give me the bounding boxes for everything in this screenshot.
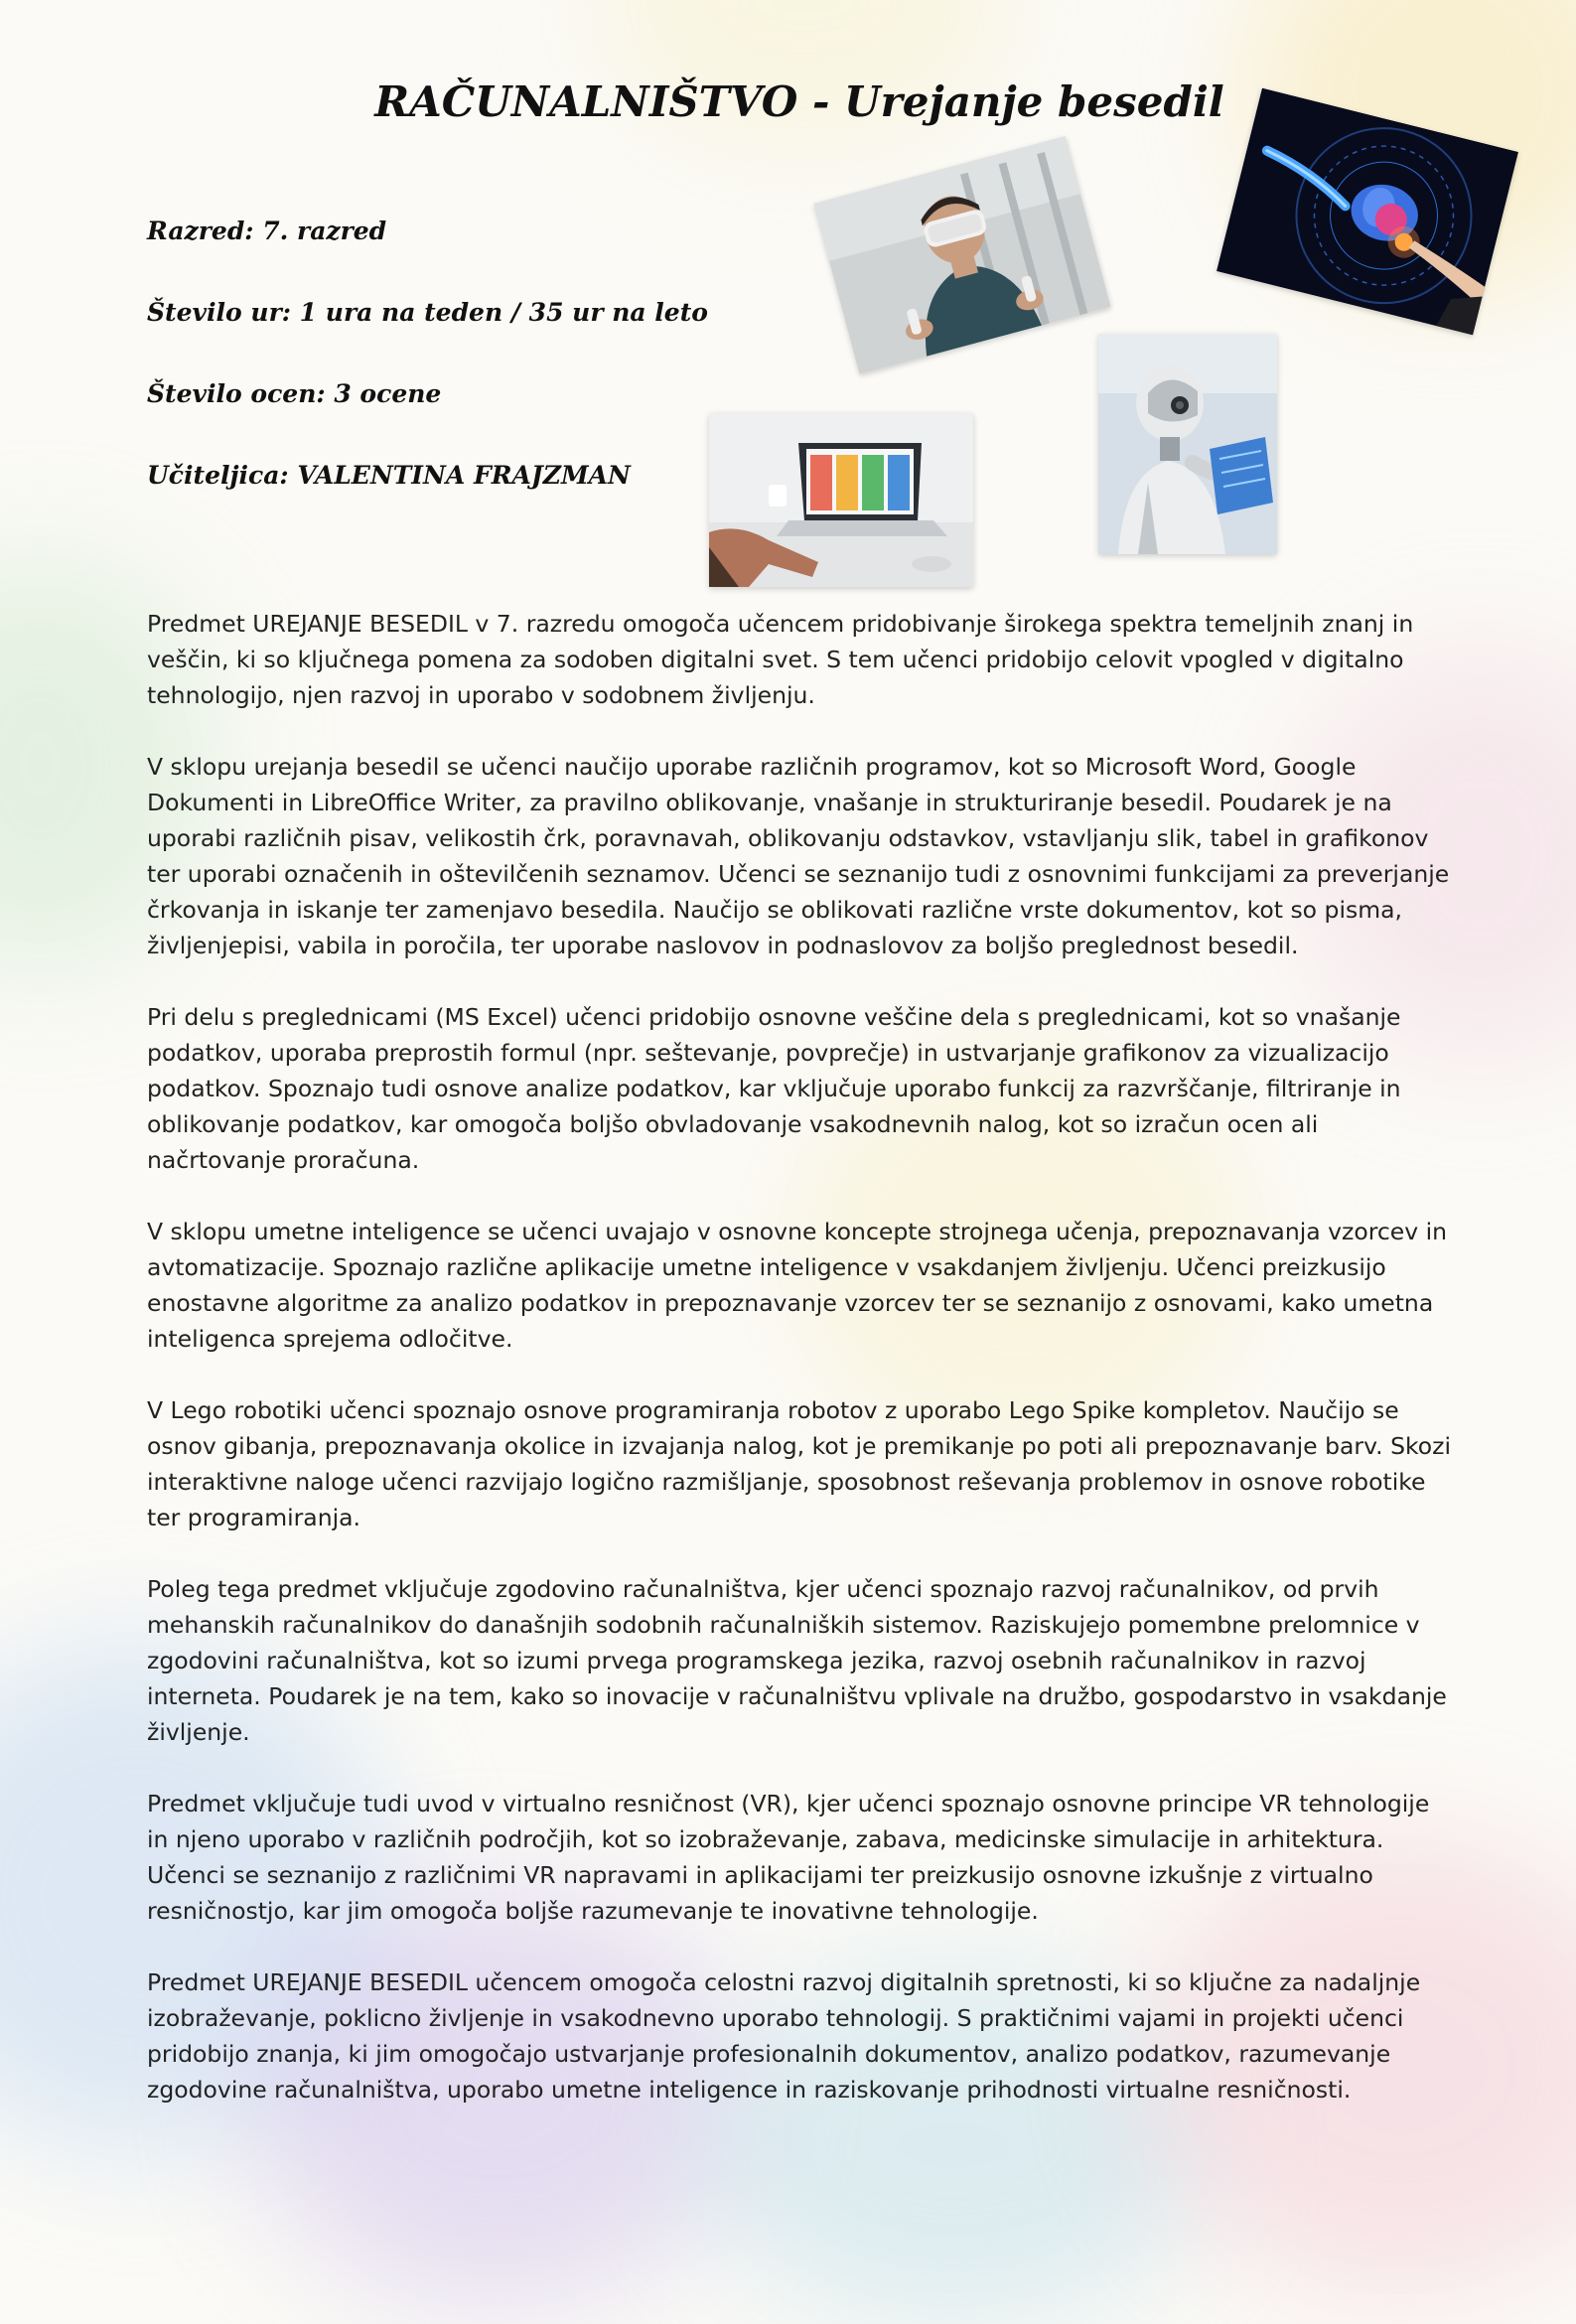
paragraph-artificial-intelligence: V sklopu umetne inteligence se učenci uvajajo v osnovne koncepte strojnega učenja, prepoznavanja vzorcev in avtomatizacije. Spoznajo različne aplikacije umetne inteligence v vsakdanjem življenju. Učenci preizkusijo enostavne algoritme za analizo podatkov in prepoznavanje vzorcev ter se seznanijo z osnovami, kako umetna inteligenca sprejema odločitve. (147, 1218, 1448, 1353)
paragraph-virtual-reality: Predmet vključuje tudi uvod v virtualno resničnost (VR), kjer učenci spoznajo osnovne principe VR tehnologije in njeno uporabo v različnih področjih, kot so izobraževanje, zabava, medicinske simulacije in arhitektura. Učenci se seznanijo z različnimi VR napravami in aplikacijami ter preizkusijo osnovne izkušnje z virtualno resničnostjo, kar jim omogoča boljše razumevanje te inovativne tehnologije. (147, 1790, 1430, 1925)
grade-label: Razred: 7. razred (147, 217, 387, 245)
paragraph-conclusion: Predmet UREJANJE BESEDIL učencem omogoča celostni razvoj digitalnih spretnosti, ki so ključne za nadaljnje izobraževanje, poklicno življenje in vsakodnevno uporabo tehnologij. S praktičnimi vajami in projekti učenci pridobijo znanja, ki jim omogočajo ustvarjanje profesionalnih dokumentov, analizo podatkov, razumevanje zgodovine računalništva, uporabo umetne inteligence in raziskovanje prihodnosti virtualne resničnosti. (147, 1968, 1421, 2104)
paragraph-computing-history: Poleg tega predmet vključuje zgodovino računalništva, kjer učenci spoznajo razvoj računalnikov, od prvih mehanskih računalnikov do današnjih sodobnih računalniških sistemov. Raziskujejo pomembne prelomnice v zgodovini računalništva, kot so izumi prvega programskega jezika, razvoj osebnih računalnikov in razvoj interneta. Poudarek je na tem, kako so inovacije v računalništvu vplivale na družbo, gospodarstvo in vsakdanje življenje. (147, 1575, 1447, 1746)
hours-label: Število ur: 1 ura na teden / 35 ur na leto (147, 298, 708, 327)
paragraph-word-processing: V sklopu urejanja besedil se učenci naučijo uporabe različnih programov, kot so Microsoft Word, Google Dokumenti in LibreOffice Writer, za pravilno oblikovanje, vnašanje in strukturiranje besedil. Poudarek je na uporabi različnih pisav, velikostih črk, poravnavah, oblikovanju odstavkov, vstavljanju slik, tabel in grafikonov ter uporabi označenih in oštevilčenih seznamov. Učenci se seznanijo tudi z osnovnimi funkcijami za preverjanje črkovanja in iskanje ter zamenjavo besedila. Naučijo se oblikovati različne vrste dokumentov, kot so pisma, življenjepisi, vabila in poročila, ter uporabe naslovov in podnaslovov za boljšo preglednost besedil. (147, 753, 1450, 959)
laptop-photo (709, 413, 973, 587)
body-text (147, 606, 1458, 2143)
paragraph-lego-robotics: V Lego robotiki učenci spoznajo osnove programiranja robotov z uporabo Lego Spike kompletov. Naučijo se osnov gibanja, prepoznavanja okolice in izvajanja nalog, kot je premikanje po poti ali prepoznavanje barv. Skozi interaktivne naloge učenci razvijajo logično razmišljanje, sposobnost reševanja problemov in osnove robotike ter programiranja. (147, 1396, 1452, 1531)
paragraph-spreadsheets: Pri delu s preglednicami (MS Excel) učenci pridobijo osnovne veščine dela s preglednicami, kot so vnašanje podatkov, uporaba preprostih formul (npr. seštevanje, povprečje) in ustvarjanje grafikonov za vizualizacijo podatkov. Spoznajo tudi osnove analize podatkov, kar vključuje uporabo funkcij za razvrščanje, filtriranje in oblikovanje podatkov, kar omogoča boljšo obvladovanje vsakodnevnih nalog, kot so izračun ocen ali načrtovanje proračuna. (147, 1003, 1401, 1174)
page-title: RAČUNALNIŠTVO - Urejanje besedil (374, 77, 1224, 126)
teacher-label: Učiteljica: VALENTINA FRAJZMAN (147, 461, 631, 490)
paragraph-intro: Predmet UREJANJE BESEDIL v 7. razredu omogoča učencem pridobivanje širokega spektra temeljnih znanj in veščin, ki so ključnega pomena za sodoben digitalni svet. S tem učenci pridobijo celovit vpogled v digitalno tehnologijo, njen razvoj in uporabo v sodobnem življenju. (147, 610, 1414, 709)
robot-photo (1098, 334, 1277, 554)
grades-count-label: Število ocen: 3 ocene (147, 379, 442, 408)
